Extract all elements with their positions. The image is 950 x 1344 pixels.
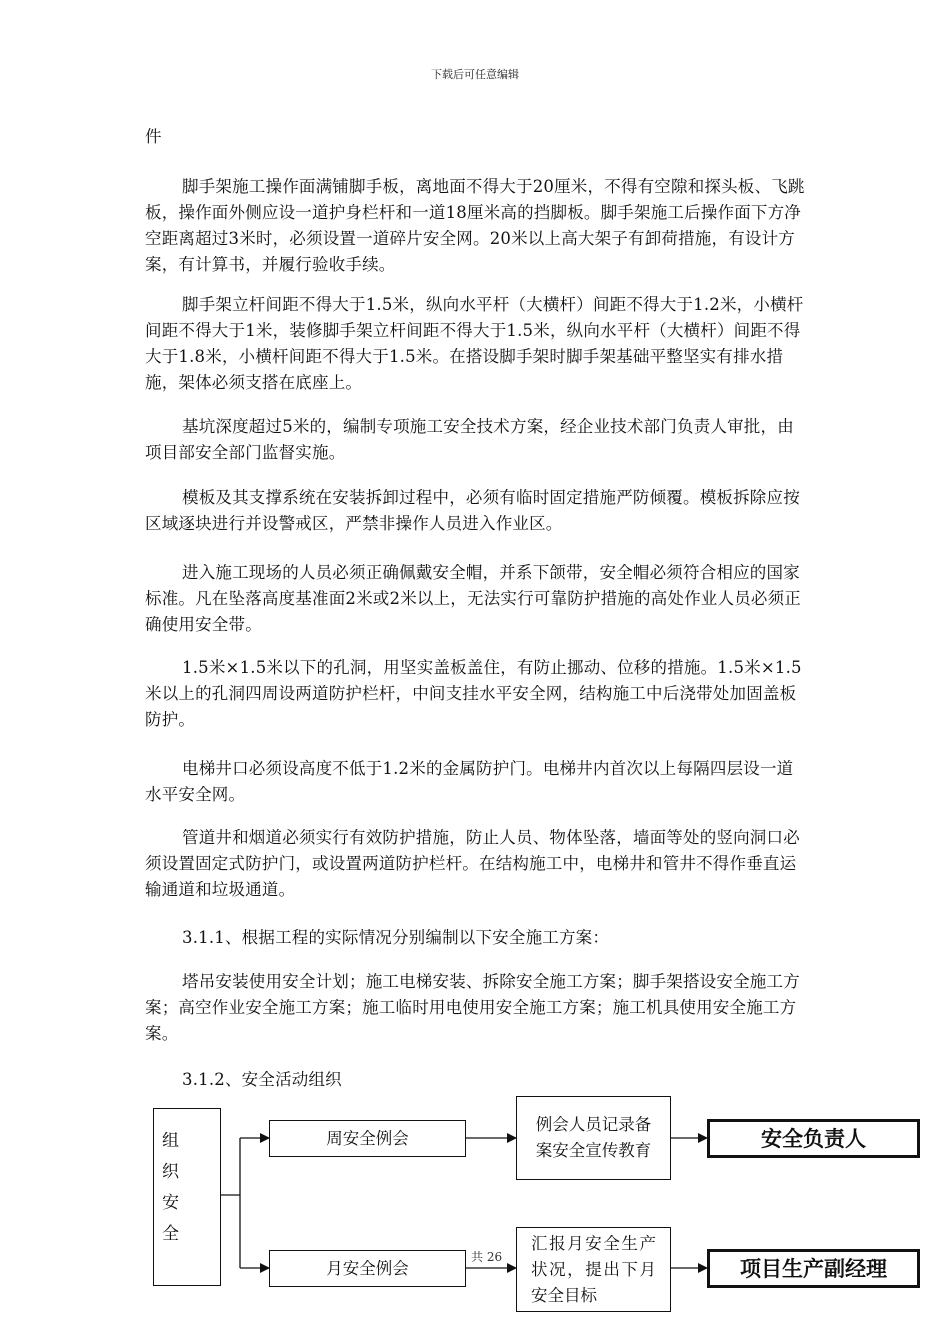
- paragraph: 基坑深度超过5米的，编制专项施工安全技术方案，经企业技术部门负责人审批，由项目部安全部门监督实施。: [145, 417, 794, 462]
- paragraph: 脚手架立杆间距不得大于1.5米，纵向水平杆（大横杆）间距不得大于1.2米，小横杆间距不得大于1米，装修脚手架立杆间距不得大于1.5米，纵向水平杆（大横杆）间距不得大于1.8米，小横杆间距不得大于1.5米。在搭设脚手架时脚手架基础平整坚实有排水措施，架体必须支搭在底座上。: [145, 295, 804, 392]
- paragraph: 3.1.1、根据工程的实际情况分别编制以下安全施工方案：: [182, 928, 610, 947]
- paragraph: 脚手架施工操作面满铺脚手板，离地面不得大于20厘米，不得有空隙和探头板、飞跳板，操作面外侧应设一道护身栏杆和一道18厘米高的挡脚板。脚手架施工后操作面下方净空距离超过3米时，必须设置一道碎片安全网。20米以上高大架子有卸荷措施，有设计方案，有计算书，并履行验收手续。: [145, 177, 805, 274]
- paragraph: 1.5米×1.5米以下的孔洞，用坚实盖板盖住，有防止挪动、位移的措施。1.5米×1.5米以上的孔洞四周设两道防护栏杆，中间支挂水平安全网，结构施工中后浇带处加固盖板防护。: [145, 658, 802, 729]
- weekly-meeting-box: 周安全例会: [269, 1120, 466, 1157]
- page-header: 下载后可任意编辑: [431, 68, 519, 81]
- paragraph: 塔吊安装使用安全计划；施工电梯安装、拆除安全施工方案；脚手架搭设安全施工方案；高空作业安全施工方案；施工临时用电使用安全施工方案；施工机具使用安全施工方案。: [145, 972, 800, 1043]
- deputy-manager-box: 项目生产副经理: [707, 1249, 920, 1288]
- safety-officer-box: 安全负责人: [707, 1119, 920, 1158]
- org-safety-label: 组织安全: [162, 1131, 179, 1244]
- page-footer: 共 26: [471, 1250, 503, 1264]
- paragraph: 管道井和烟道必须实行有效防护措施，防止人员、物体坠落，墙面等处的竖向洞口必须设置固定式防护门，或设置两道防护栏杆。在结构施工中，电梯井和管井不得作垂直运输通道和垃圾通道。: [145, 828, 800, 899]
- monthly-meeting-box: 月安全例会: [269, 1250, 466, 1287]
- paragraph: 3.1.2、安全活动组织: [182, 1070, 342, 1089]
- paragraph: 模板及其支撑系统在安装拆卸过程中，必须有临时固定措施严防倾覆。模板拆除应按区域逐块进行并设警戒区，严禁非操作人员进入作业区。: [145, 488, 800, 533]
- paragraph: 电梯井口必须设高度不低于1.2米的金属防护门。电梯井内首次以上每隔四层设一道水平安全网。: [145, 759, 794, 804]
- monthly-detail-box: 汇报月安全生产状况，提出下月安全目标: [516, 1227, 671, 1312]
- paragraph: 件: [145, 127, 162, 146]
- weekly-detail-box: 例会人员记录备案安全宣传教育: [516, 1096, 671, 1180]
- paragraph: 进入施工现场的人员必须正确佩戴安全帽，并系下颌带，安全帽必须符合相应的国家标准。凡在坠落高度基准面2米或2米以上，无法实行可靠防护措施的高处作业人员必须正确使用安全带。: [145, 563, 801, 634]
